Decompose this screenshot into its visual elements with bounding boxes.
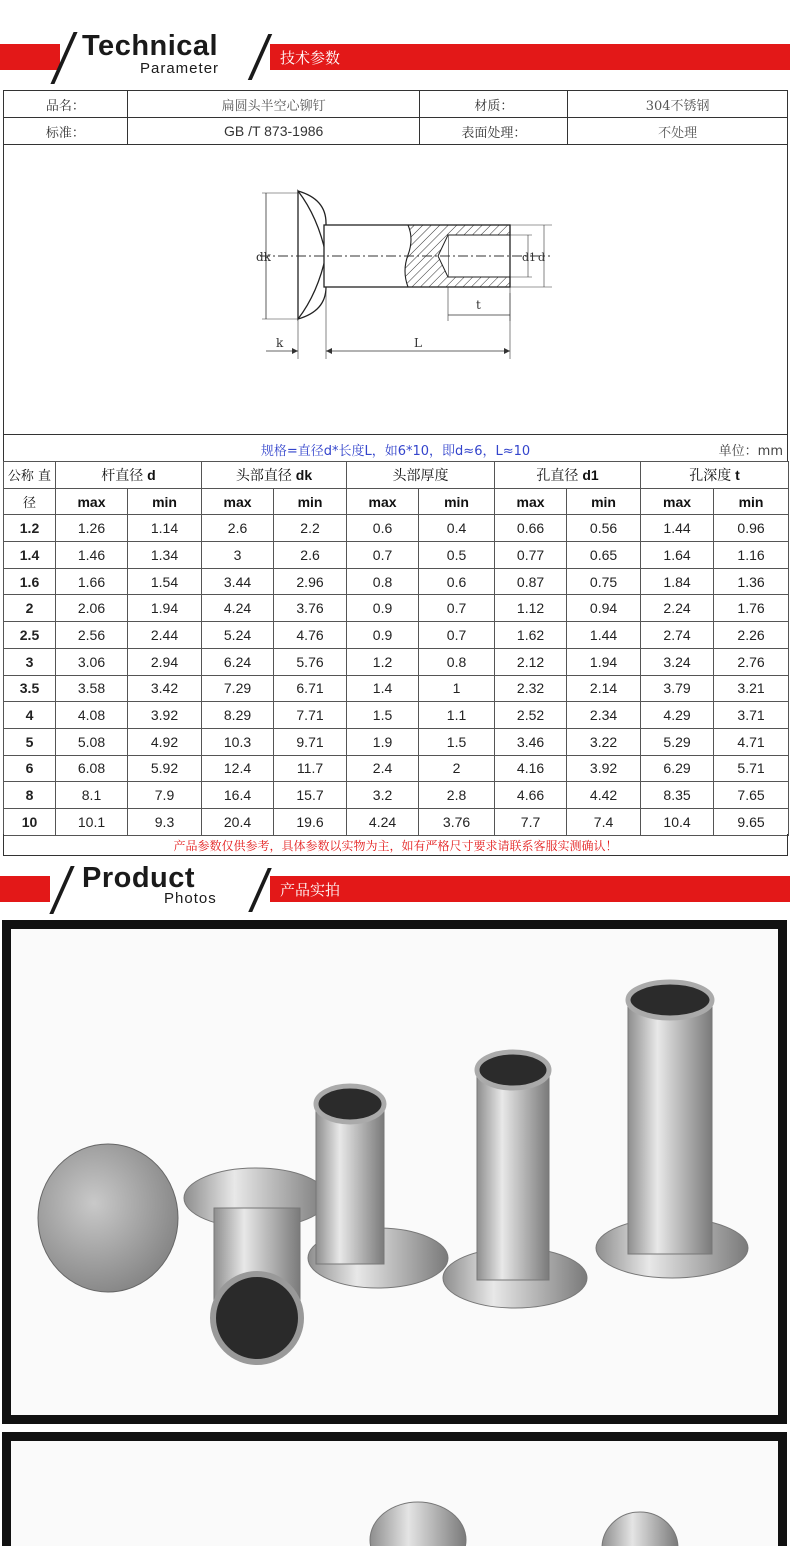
spec-value-cell: 2.44 <box>128 622 202 649</box>
shank-diameter-header <box>56 462 202 489</box>
spec-value-cell: 0.6 <box>347 515 419 542</box>
banner-cn-label: 产品实拍 <box>280 881 341 899</box>
disclaimer-note: 产品参数仅供参考，具体参数以实物为主，如有严格尺寸要求请联系客服实测确认！ <box>3 834 788 856</box>
nominal-diameter-header: 公称 直 <box>4 462 56 489</box>
spec-value-cell: 1.62 <box>495 622 567 649</box>
spec-value-cell: 1.44 <box>641 515 714 542</box>
spec-row <box>4 728 789 755</box>
spec-value-cell: 5.29 <box>641 728 714 755</box>
spec-header-row <box>4 462 789 489</box>
spec-value-cell: 1.9 <box>347 728 419 755</box>
max-header: max <box>641 488 714 515</box>
spec-value-cell: 1.94 <box>128 595 202 622</box>
spec-row <box>4 675 789 702</box>
spec-value-cell: 6.29 <box>641 755 714 782</box>
spec-table-body <box>4 515 789 835</box>
spec-value-cell: 2.24 <box>641 595 714 622</box>
head-thickness-header <box>347 462 495 489</box>
min-header: min <box>128 488 202 515</box>
spec-value-cell: 3 <box>202 542 274 569</box>
spec-row <box>4 542 789 569</box>
spec-value-cell: 0.4 <box>419 515 495 542</box>
spec-value-cell: 0.75 <box>567 568 641 595</box>
spec-value-cell: 1.84 <box>641 568 714 595</box>
k-label: k <box>276 336 284 350</box>
spec-value-cell: 2.56 <box>56 622 128 649</box>
spec-value-cell: 7.29 <box>202 675 274 702</box>
standard-label: 标准： <box>4 118 128 145</box>
spec-value-cell: 1.5 <box>419 728 495 755</box>
nominal-diameter-cell: 5 <box>4 728 56 755</box>
rivet-3-bore <box>316 1086 384 1122</box>
spec-value-cell: 3.58 <box>56 675 128 702</box>
min-header: min <box>567 488 641 515</box>
nominal-diameter-cell: 2 <box>4 595 56 622</box>
nominal-diameter-cell: 1.2 <box>4 515 56 542</box>
group-label: 孔深度 <box>689 466 736 483</box>
group-symbol: d <box>147 466 156 483</box>
spec-value-cell: 0.96 <box>714 515 789 542</box>
spec-value-cell: 8.29 <box>202 702 274 729</box>
spec-value-cell: 0.8 <box>419 648 495 675</box>
spec-value-cell: 12.4 <box>202 755 274 782</box>
material-value: 304不锈钢 <box>568 91 788 118</box>
spec-value-cell: 10.3 <box>202 728 274 755</box>
spec-value-cell: 8.1 <box>56 782 128 809</box>
spec-value-cell: 3.46 <box>495 728 567 755</box>
spec-format-caption: 规格=直径d*长度L，如6*10，即d≈6，L≈10 <box>260 444 531 459</box>
nominal-diameter-cell: 10 <box>4 808 56 835</box>
info-row <box>4 118 788 145</box>
spec-value-cell: 4.16 <box>495 755 567 782</box>
rivets-photo-illustration <box>0 918 790 1426</box>
rivet-short-bore <box>213 1274 301 1362</box>
info-row <box>4 91 788 118</box>
spec-value-cell: 2.74 <box>641 622 714 649</box>
spec-value-cell: 5.24 <box>202 622 274 649</box>
spec-value-cell: 0.6 <box>419 568 495 595</box>
spec-value-cell: 0.9 <box>347 622 419 649</box>
spec-value-cell: 3.92 <box>567 755 641 782</box>
spec-value-cell: 3.42 <box>128 675 202 702</box>
spec-value-cell: 0.7 <box>419 622 495 649</box>
spec-value-cell: 2.6 <box>202 515 274 542</box>
rivet-top-left <box>370 1502 466 1546</box>
nominal-diameter-cell: 1.4 <box>4 542 56 569</box>
rivet-4-bore <box>477 1052 549 1088</box>
spec-value-cell: 7.71 <box>274 702 347 729</box>
spec-value-cell: 1.66 <box>56 568 128 595</box>
banner-subtitle: Photos <box>164 890 217 907</box>
spec-value-cell: 1.16 <box>714 542 789 569</box>
product-name-value: 扁圆头半空心铆钉 <box>127 91 420 118</box>
head-diameter-header <box>202 462 347 489</box>
spec-value-cell: 3.92 <box>128 702 202 729</box>
rivet-technical-drawing <box>3 143 788 435</box>
nominal-diameter-cell: 4 <box>4 702 56 729</box>
spec-value-cell: 10.4 <box>641 808 714 835</box>
max-header: max <box>495 488 567 515</box>
spec-value-cell: 2.32 <box>495 675 567 702</box>
spec-value-cell: 9.71 <box>274 728 347 755</box>
product-photo-2 <box>0 1430 790 1546</box>
spec-value-cell: 3.06 <box>56 648 128 675</box>
spec-value-cell: 2.14 <box>567 675 641 702</box>
rivet-head <box>298 191 326 319</box>
rivet-top-right <box>602 1512 678 1546</box>
group-label: 头部厚度 <box>392 466 449 483</box>
spec-row <box>4 808 789 835</box>
spec-row <box>4 622 789 649</box>
group-label: 孔直径 <box>536 466 583 483</box>
rivet-3-shank <box>316 1104 384 1264</box>
product-photos-banner <box>0 840 790 907</box>
spec-value-cell: 0.7 <box>419 595 495 622</box>
banner-title: Technical <box>82 30 219 62</box>
spec-caption-row <box>3 435 788 461</box>
spec-value-cell: 8.35 <box>641 782 714 809</box>
spec-value-cell: 4.71 <box>714 728 789 755</box>
spec-value-cell: 19.6 <box>274 808 347 835</box>
hole-depth-header <box>641 462 789 489</box>
spec-value-cell: 1.76 <box>714 595 789 622</box>
spec-value-cell: 5.76 <box>274 648 347 675</box>
max-header: max <box>202 488 274 515</box>
spec-value-cell: 4.24 <box>347 808 419 835</box>
spec-value-cell: 2 <box>419 755 495 782</box>
spec-value-cell: 2.94 <box>128 648 202 675</box>
spec-value-cell: 0.7 <box>347 542 419 569</box>
spec-value-cell: 9.3 <box>128 808 202 835</box>
spec-value-cell: 2.8 <box>419 782 495 809</box>
spec-value-cell: 1.2 <box>347 648 419 675</box>
spec-value-cell: 2.52 <box>495 702 567 729</box>
spec-value-cell: 3.22 <box>567 728 641 755</box>
spec-value-cell: 0.94 <box>567 595 641 622</box>
spec-row <box>4 568 789 595</box>
spec-value-cell: 4.24 <box>202 595 274 622</box>
spec-value-cell: 3.24 <box>641 648 714 675</box>
spec-value-cell: 0.77 <box>495 542 567 569</box>
spec-table <box>3 461 789 836</box>
spec-subheader-row <box>4 488 789 515</box>
spec-value-cell: 2.76 <box>714 648 789 675</box>
banner-cn-label: 技术参数 <box>280 49 341 67</box>
spec-value-cell: 1.94 <box>567 648 641 675</box>
spec-value-cell: 4.29 <box>641 702 714 729</box>
spec-value-cell: 7.9 <box>128 782 202 809</box>
product-name-label: 品名： <box>4 91 128 118</box>
spec-value-cell: 4.42 <box>567 782 641 809</box>
L-label: L <box>414 336 422 350</box>
spec-value-cell: 5.71 <box>714 755 789 782</box>
spec-value-cell: 7.7 <box>495 808 567 835</box>
spec-value-cell: 0.5 <box>419 542 495 569</box>
spec-value-cell: 0.9 <box>347 595 419 622</box>
rivet-5-bore <box>628 982 712 1018</box>
spec-value-cell: 1.64 <box>641 542 714 569</box>
spec-value-cell: 2.12 <box>495 648 567 675</box>
standard-value: GB /T 873-1986 <box>127 118 420 145</box>
spec-value-cell: 7.4 <box>567 808 641 835</box>
group-label: 杆直径 <box>101 466 148 483</box>
spec-value-cell: 1.34 <box>128 542 202 569</box>
max-header: max <box>56 488 128 515</box>
spec-row <box>4 595 789 622</box>
nominal-diameter-cell: 3.5 <box>4 675 56 702</box>
spec-value-cell: 1 <box>419 675 495 702</box>
spec-value-cell: 9.65 <box>714 808 789 835</box>
d1-label: d1 <box>522 251 537 264</box>
nominal-diameter-cell: 2.5 <box>4 622 56 649</box>
spec-value-cell: 20.4 <box>202 808 274 835</box>
group-symbol: t <box>735 466 740 483</box>
spec-value-cell: 6.71 <box>274 675 347 702</box>
spec-value-cell: 1.54 <box>128 568 202 595</box>
min-header: min <box>274 488 347 515</box>
spec-value-cell: 1.4 <box>347 675 419 702</box>
product-info-table <box>3 90 788 145</box>
d-label: d <box>538 251 546 264</box>
spec-value-cell: 0.87 <box>495 568 567 595</box>
group-symbol: d1 <box>582 466 599 483</box>
rivet-5-shank <box>628 1000 712 1254</box>
spec-value-cell: 1.26 <box>56 515 128 542</box>
spec-row <box>4 702 789 729</box>
nominal-diameter-header-cont: 径 <box>4 488 56 515</box>
spec-value-cell: 2.26 <box>714 622 789 649</box>
product-photo-1 <box>0 918 790 1426</box>
spec-value-cell: 0.8 <box>347 568 419 595</box>
spec-value-cell: 3.76 <box>274 595 347 622</box>
dk-label: dk <box>256 250 271 264</box>
spec-row <box>4 648 789 675</box>
min-header: min <box>419 488 495 515</box>
spec-value-cell: 15.7 <box>274 782 347 809</box>
spec-value-cell: 2.2 <box>274 515 347 542</box>
technical-parameter-banner <box>0 4 790 77</box>
spec-value-cell: 3.76 <box>419 808 495 835</box>
spec-value-cell: 1.44 <box>567 622 641 649</box>
spec-value-cell: 4.08 <box>56 702 128 729</box>
spec-value-cell: 4.76 <box>274 622 347 649</box>
spec-row <box>4 515 789 542</box>
banner-title: Product <box>82 862 196 894</box>
spec-value-cell: 5.92 <box>128 755 202 782</box>
spec-value-cell: 0.65 <box>567 542 641 569</box>
spec-row <box>4 755 789 782</box>
hole-diameter-header <box>495 462 641 489</box>
spec-value-cell: 1.46 <box>56 542 128 569</box>
max-header: max <box>347 488 419 515</box>
spec-value-cell: 4.66 <box>495 782 567 809</box>
unit-label: 单位：mm <box>718 444 783 459</box>
min-header: min <box>714 488 789 515</box>
spec-value-cell: 2.06 <box>56 595 128 622</box>
nominal-diameter-cell: 8 <box>4 782 56 809</box>
nominal-diameter-cell: 6 <box>4 755 56 782</box>
spec-value-cell: 2.6 <box>274 542 347 569</box>
spec-value-cell: 1.36 <box>714 568 789 595</box>
group-symbol: dk <box>295 466 313 483</box>
spec-value-cell: 3.71 <box>714 702 789 729</box>
rivet-4-shank <box>477 1070 549 1280</box>
spec-row <box>4 782 789 809</box>
banner-subtitle: Parameter <box>140 60 220 77</box>
spec-value-cell: 6.24 <box>202 648 274 675</box>
group-label: 头部直径 <box>235 466 296 483</box>
nominal-diameter-cell: 1.6 <box>4 568 56 595</box>
spec-value-cell: 2.34 <box>567 702 641 729</box>
spec-value-cell: 0.56 <box>567 515 641 542</box>
spec-value-cell: 2.96 <box>274 568 347 595</box>
spec-value-cell: 1.14 <box>128 515 202 542</box>
spec-value-cell: 5.08 <box>56 728 128 755</box>
spec-value-cell: 3.79 <box>641 675 714 702</box>
spec-value-cell: 3.21 <box>714 675 789 702</box>
spec-value-cell: 4.92 <box>128 728 202 755</box>
spec-value-cell: 0.66 <box>495 515 567 542</box>
spec-value-cell: 6.08 <box>56 755 128 782</box>
rivets-photo-illustration-2 <box>0 1430 790 1546</box>
spec-value-cell: 3.2 <box>347 782 419 809</box>
spec-value-cell: 10.1 <box>56 808 128 835</box>
material-label: 材质： <box>420 91 568 118</box>
surface-treatment-label: 表面处理： <box>420 118 568 145</box>
spec-value-cell: 3.44 <box>202 568 274 595</box>
t-label: t <box>476 298 481 312</box>
rivet-head-flat <box>38 1144 178 1292</box>
rivet-drawing-svg <box>4 143 789 435</box>
nominal-diameter-cell: 3 <box>4 648 56 675</box>
spec-value-cell: 1.1 <box>419 702 495 729</box>
spec-value-cell: 1.12 <box>495 595 567 622</box>
spec-value-cell: 7.65 <box>714 782 789 809</box>
spec-value-cell: 11.7 <box>274 755 347 782</box>
spec-value-cell: 1.5 <box>347 702 419 729</box>
spec-value-cell: 2.4 <box>347 755 419 782</box>
spec-value-cell: 16.4 <box>202 782 274 809</box>
surface-treatment-value: 不处理 <box>568 118 788 145</box>
